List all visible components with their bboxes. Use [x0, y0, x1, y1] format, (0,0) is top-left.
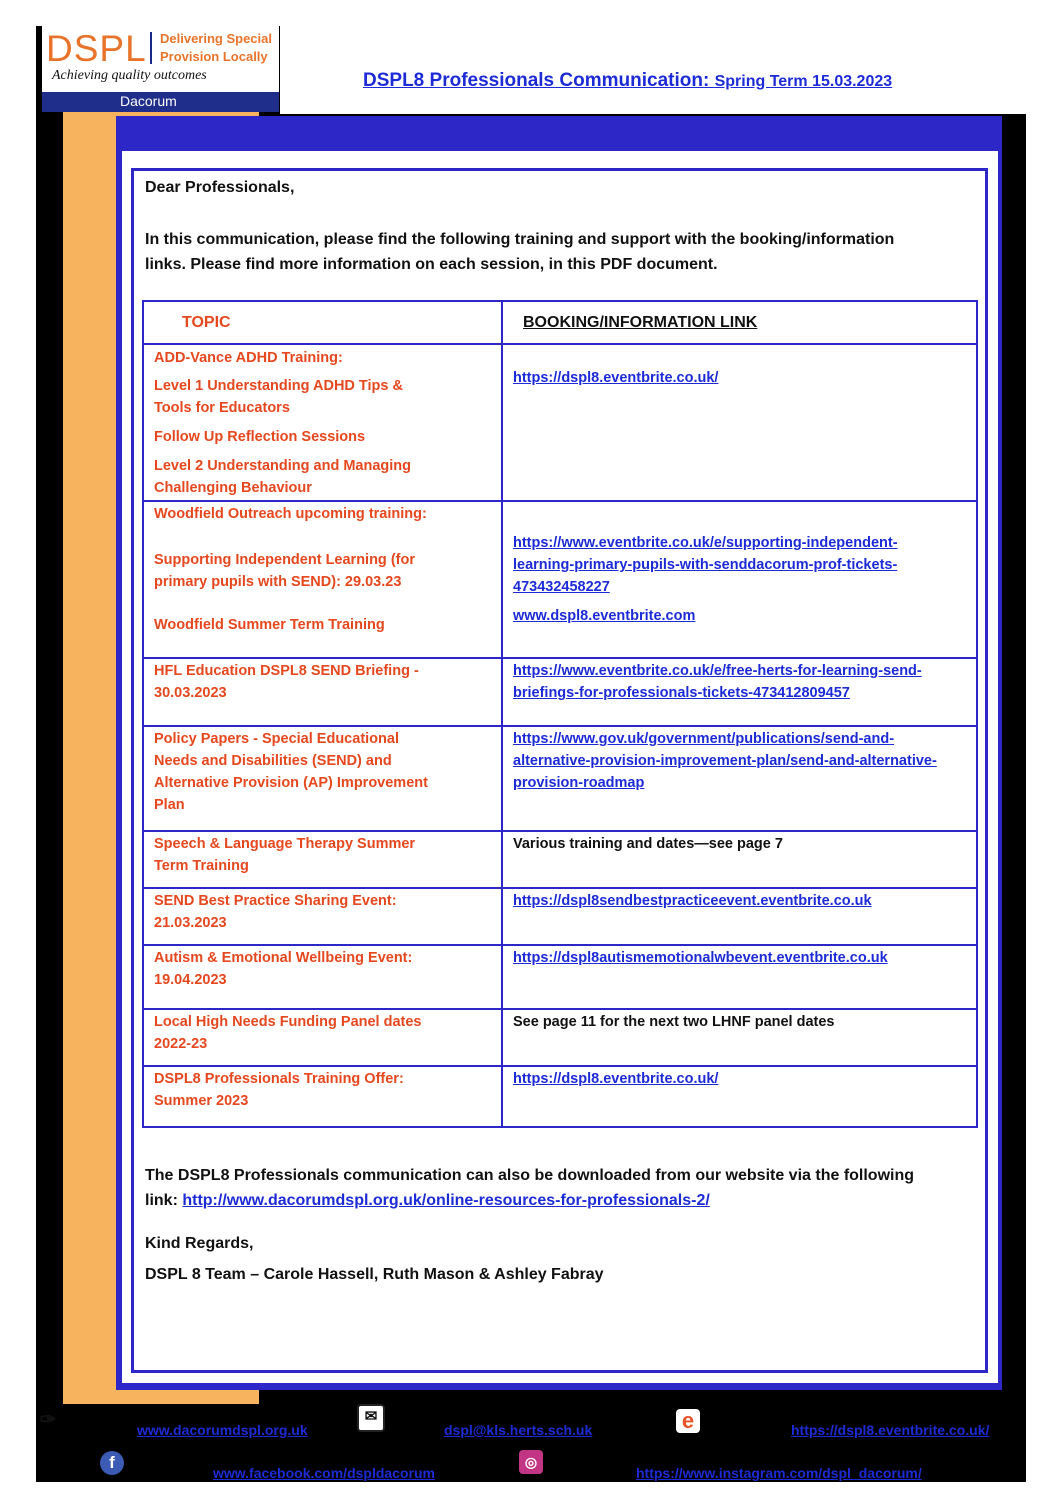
- download-line-1: The DSPL8 Professionals communication can also be downloaded from our website via the following: [145, 1167, 915, 1184]
- topic-line: Level 2 Understanding and Managing: [154, 458, 412, 474]
- facebook-icon: f: [100, 1451, 124, 1475]
- topic-line: 19.04.2023: [154, 972, 227, 988]
- topic-line: Tools for Educators: [154, 400, 290, 416]
- booking-link[interactable]: 473432458227: [513, 579, 610, 595]
- topic-line: 21.03.2023: [154, 915, 227, 931]
- download-prefix: link:: [145, 1192, 183, 1209]
- table-row: [143, 945, 977, 1009]
- topic-line: Woodfield Outreach upcoming training:: [154, 506, 427, 522]
- page-title[interactable]: [363, 70, 892, 92]
- greeting: Dear Professionals,: [145, 179, 295, 196]
- booking-link[interactable]: briefings-for-professionals-tickets-473412809457: [513, 685, 850, 701]
- topic-line: Woodfield Summer Term Training: [154, 617, 385, 633]
- logo-slogan: Achieving quality outcomes: [52, 68, 207, 83]
- topic-cell: [143, 888, 502, 945]
- link-cell: [502, 888, 977, 945]
- booking-link[interactable]: https://www.gov.uk/government/publications/send-and-: [513, 731, 895, 747]
- topics-table: [142, 300, 978, 1128]
- link-cell: [502, 726, 977, 831]
- logo-district: Dacorum: [120, 93, 177, 109]
- booking-link[interactable]: alternative-provision-improvement-plan/send-and-alternative-: [513, 753, 937, 769]
- topic-cell: [143, 1009, 502, 1066]
- topic-line: Autism & Emotional Wellbeing Event:: [154, 950, 413, 966]
- link-cell: [502, 344, 977, 501]
- booking-link[interactable]: https://www.eventbrite.co.uk/e/free-herts-for-learning-send-: [513, 663, 922, 679]
- website-resources-link[interactable]: http://www.dacorumdspl.org.uk/online-resources-for-professionals-2/: [182, 1192, 710, 1209]
- title-main: DSPL8 Professionals Communication:: [363, 70, 715, 91]
- topic-cell: [143, 726, 502, 831]
- table-row: [143, 831, 977, 888]
- topic-cell: [143, 831, 502, 888]
- topic-line: 30.03.2023: [154, 685, 227, 701]
- booking-link[interactable]: https://dspl8autismemotionalwbevent.eventbrite.co.uk: [513, 950, 888, 966]
- logo-district-bar: [42, 92, 279, 112]
- footer-instagram-link[interactable]: https://www.instagram.com/dspl_dacorum/: [636, 1465, 922, 1481]
- topic-line: Needs and Disabilities (SEND) and: [154, 753, 392, 769]
- topic-line: HFL Education DSPL8 SEND Briefing -: [154, 663, 419, 679]
- topic-line: Summer 2023: [154, 1093, 249, 1109]
- table-row: [143, 658, 977, 726]
- booking-link[interactable]: provision-roadmap: [513, 775, 645, 791]
- topic-line: Follow Up Reflection Sessions: [154, 429, 366, 445]
- eventbrite-icon: e: [676, 1409, 700, 1433]
- logo-dspl-text: DSPL: [46, 28, 147, 69]
- topic-line: Challenging Behaviour: [154, 480, 312, 496]
- header-link: BOOKING/INFORMATION LINK: [502, 301, 977, 344]
- topic-line: Speech & Language Therapy Summer: [154, 836, 416, 852]
- link-cell: [502, 1009, 977, 1066]
- topic-line: primary pupils with SEND): 29.03.23: [154, 574, 402, 590]
- topic-cell: [143, 945, 502, 1009]
- info-text: Various training and dates—see page 7: [513, 836, 783, 852]
- topic-line: Plan: [154, 797, 185, 813]
- footer-facebook-link[interactable]: www.facebook.com/dspldacorum: [213, 1465, 435, 1481]
- link-cell: [502, 831, 977, 888]
- email-icon: ✉: [357, 1404, 385, 1432]
- team-signature: DSPL 8 Team – Carole Hassell, Ruth Mason & Ashley Fabray: [145, 1266, 604, 1283]
- booking-link[interactable]: https://www.eventbrite.co.uk/e/supporting-independent-: [513, 535, 898, 551]
- link-cell: [502, 1066, 977, 1127]
- title-term: Spring Term 15.03.2023: [714, 73, 893, 90]
- header-topic: TOPIC: [143, 301, 502, 344]
- table-row: [143, 888, 977, 945]
- regards: Kind Regards,: [145, 1235, 254, 1252]
- download-line-2: [145, 1189, 710, 1213]
- topic-line: DSPL8 Professionals Training Offer:: [154, 1071, 404, 1087]
- topic-line: 2022-23: [154, 1036, 208, 1052]
- booking-link[interactable]: https://dspl8.eventbrite.co.uk/: [513, 1071, 719, 1087]
- globe-icon: ✑: [39, 1409, 57, 1431]
- dspl-logo: [42, 26, 279, 112]
- logo-tagline-2: Provision Locally: [160, 49, 268, 64]
- footer-email-link[interactable]: dspl@kls.herts.sch.uk: [444, 1422, 593, 1438]
- intro-line-2: links. Please find more information on each session, in this PDF document.: [145, 256, 718, 273]
- topic-line: ADD-Vance ADHD Training:: [154, 350, 343, 366]
- topic-cell: [143, 501, 502, 658]
- table-row: [143, 501, 977, 658]
- info-text: See page 11 for the next two LHNF panel dates: [513, 1014, 835, 1030]
- topic-line: Supporting Independent Learning (for: [154, 552, 415, 568]
- table-row: [143, 344, 977, 501]
- topic-cell: [143, 658, 502, 726]
- logo-tagline-1: Delivering Special: [160, 31, 272, 46]
- topic-line: Policy Papers - Special Educational: [154, 731, 399, 747]
- instagram-icon: ◎: [519, 1450, 543, 1474]
- topic-line: Level 1 Understanding ADHD Tips &: [154, 378, 403, 394]
- intro-line-1: In this communication, please find the following training and support with the booking/information: [145, 231, 895, 248]
- table-header-row: [143, 301, 977, 344]
- link-cell: [502, 945, 977, 1009]
- topic-cell: [143, 1066, 502, 1127]
- table-row: [143, 726, 977, 831]
- topic-line: Local High Needs Funding Panel dates: [154, 1014, 422, 1030]
- topic-line: SEND Best Practice Sharing Event:: [154, 893, 397, 909]
- topic-cell: [143, 344, 502, 501]
- footer-website-link[interactable]: www.dacorumdspl.org.uk: [137, 1422, 308, 1438]
- booking-link[interactable]: www.dspl8.eventbrite.com: [513, 608, 696, 624]
- link-cell: [502, 501, 977, 658]
- footer-eventbrite-link[interactable]: https://dspl8.eventbrite.co.uk/: [791, 1422, 990, 1438]
- booking-link[interactable]: https://dspl8sendbestpracticeevent.eventbrite.co.uk: [513, 893, 872, 909]
- link-cell: [502, 658, 977, 726]
- booking-link[interactable]: learning-primary-pupils-with-senddacorum-prof-tickets-: [513, 557, 898, 573]
- logo-divider: [150, 32, 152, 64]
- topic-line: Term Training: [154, 858, 249, 874]
- booking-link[interactable]: https://dspl8.eventbrite.co.uk/: [513, 370, 719, 386]
- topic-line: Alternative Provision (AP) Improvement: [154, 775, 428, 791]
- table-row: [143, 1066, 977, 1127]
- table-row: [143, 1009, 977, 1066]
